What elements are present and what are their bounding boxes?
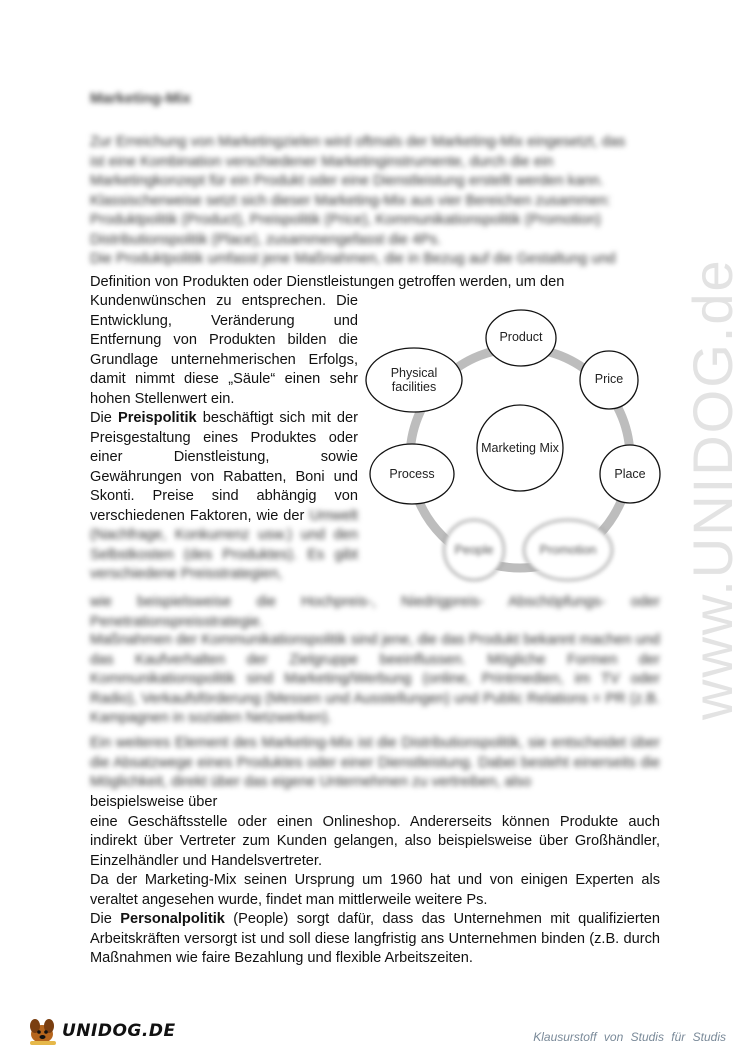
text-span: Die — [90, 410, 118, 426]
blurred-paragraph-4: Ein weiteres Element des Marketing-Mix ist die Distributionspolitik, sie entscheidet über die Absatzwege eines Produktes oder einer Dienstleistung. Dabei besteht einerseits die Möglichkeit, direkt über das eigene Unternehmen zu vertreiben, also — [90, 735, 660, 790]
process-label: Process — [389, 467, 435, 481]
text-line: Da der Marketing-Mix seinen Ursprung um 1960 hat und von einigen Experten als veraltet angesehen wurde, findet man mittlerweile weitere Ps. — [90, 872, 660, 908]
bold-term: Personalpolitik — [120, 911, 225, 927]
text-line: Zur Erreichung von Marketingzielen wird oftmals der Marketing-Mix eingesetzt, das — [90, 134, 626, 150]
left-column-text — [90, 292, 358, 585]
text-line: Produktpolitik (Product), Preispolitik (Price), Kommunikationspolitik (Promotion) — [90, 212, 601, 228]
text-span: (People) sorgt dafür, dass das Unternehmen mit qualifizierten Arbeitskräften versorgt ist und soll diese langfristig ans Unternehmen binden (z.B. durch Maßnahmen wie faire Bezahlung und flexible Arbeitszeiten. — [90, 911, 661, 966]
text-line: eine Geschäftsstelle oder einen Onlineshop. Andererseits können Produkte auch indirekt über Vertreter zum Kunden gelangen, also beispielsweise über Großhändler, Einzelhändler und Handelsvertreter. — [90, 813, 660, 869]
blurred-text: Umwelt (Nachfrage, Konkurrenz usw.) und den Selbstkosten (des Produktes). Es gibt verschiedene Preisstrategien, — [90, 507, 358, 582]
people-label: People — [454, 543, 494, 557]
text-line: beispielsweise über — [90, 794, 218, 810]
dog-icon — [26, 1016, 60, 1046]
clear-paragraph-2 — [90, 793, 660, 969]
text-line: ist eine Kombination verschiedener Marketinginstrumente, durch die ein — [90, 153, 554, 170]
price-label: Price — [594, 372, 624, 386]
center-label: Marketing Mix — [481, 441, 559, 455]
text-span: Die — [90, 911, 121, 927]
text-line: Marketingkonzept für ein Produkt oder eine Dienstleistung erstellt werden kann. — [90, 173, 604, 189]
text-line: Klassischerweise setzt sich dieser Marketing-Mix aus vier Bereichen zusammen: — [90, 192, 611, 209]
text-line: Die Produktpolitik umfasst jene Maßnahmen, die in Bezug auf die Gestaltung und — [90, 251, 616, 267]
physical-facilities-label: Physical facilities — [390, 366, 438, 394]
page-title: Marketing-Mix — [90, 90, 191, 107]
product-label: Product — [499, 330, 543, 344]
blurred-paragraph-3: Maßnahmen der Kommunikationspolitik sind jene, die das Produkt bekannt machen und das Kaufverhalten der Zielgruppe beeinflussen. Mögliche Formen der Kommunikationspolitik sind Marketing/Werbung (online, Printmedien, im TV oder Radio), Verkaufsförderung (Messen und Ausstellungen) und Public Relations = PR (z.B. Kampagnen in sozialen Netzwerken). — [90, 632, 660, 726]
blurred-intro-paragraph — [90, 133, 660, 270]
promotion-label: Promotion — [539, 543, 597, 557]
watermark: www.UNIDOG.de — [681, 258, 744, 720]
blurred-paragraph-2: wie beispielsweise die Hochpreis-, Niedrigpreis- Abschöpfungs- oder Penetrationspreisstrategie. — [90, 594, 660, 630]
text-span: beschäftigt sich mit der Preisgestaltung eines Produktes oder einer Dienstleistung, sowie Gewährungen von Rabatten, Boni und Skonti. Preise sind abhängig von verschiedenen Faktoren, wie der — [90, 410, 358, 524]
unidog-logo[interactable] — [26, 1016, 176, 1046]
place-label: Place — [614, 467, 646, 481]
clear-line-1: Definition von Produkten oder Dienstleistungen getroffen werden, um den — [90, 274, 565, 290]
marketing-mix-diagram — [362, 300, 662, 590]
product-text: Kundenwünschen zu entsprechen. Die Entwicklung, Veränderung und Entfernung von Produkten bilden die Grundlage unternehmerischen Erfolgs, damit nimmt diese „Säule“ einen sehr hohen Stellenwert ein. — [90, 293, 358, 407]
text-line: Distributionspolitik (Place), zusammengefasst die 4Ps. — [90, 231, 442, 248]
footer-tagline: Klausurstoff von Studis für Studis — [533, 1030, 726, 1044]
logo-text: UNIDOG.DE — [62, 1021, 176, 1041]
bold-term: Preispolitik — [117, 410, 197, 426]
